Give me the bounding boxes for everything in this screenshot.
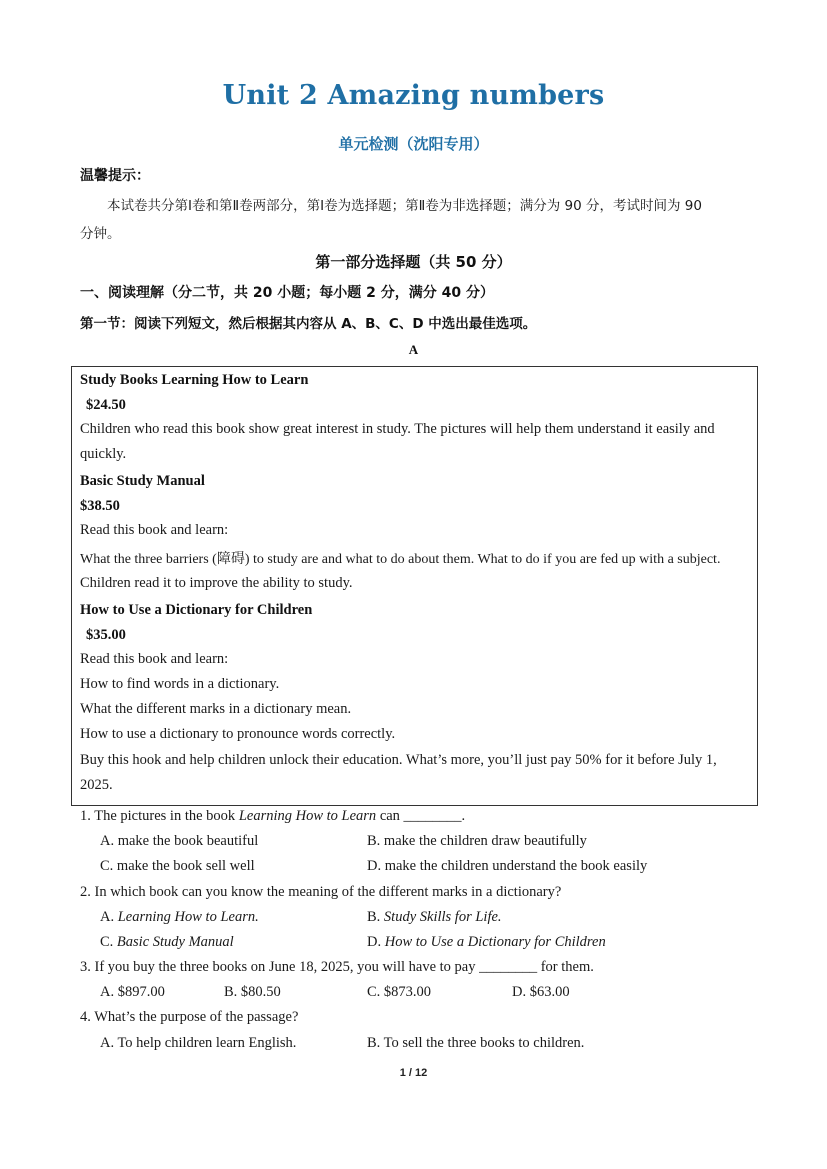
question-4: 4. What’s the purpose of the passage? <box>80 1009 299 1025</box>
book2-desc-3: Children read it to improve the ability to study. <box>80 575 353 591</box>
question-1-suffix: can ________. <box>376 808 466 824</box>
book3-title: How to Use a Dictionary for Children <box>80 602 313 618</box>
document-subtitle: 单元检测（沈阳专用） <box>338 135 489 153</box>
q1-option-a: A. make the book beautiful <box>100 833 259 849</box>
question-3: 3. If you buy the three books on June 18, 2025, you will have to pay ________ for them. <box>80 959 594 975</box>
q4-option-a: A. To help children learn English. <box>100 1035 297 1051</box>
passage-label: A <box>408 342 419 357</box>
question-1-prefix: 1. The pictures in the book <box>80 808 239 824</box>
book3-desc-2: How to find words in a dictionary. <box>80 676 280 692</box>
book2-title: Basic Study Manual <box>80 473 205 489</box>
book3-desc-3: What the different marks in a dictionary mean. <box>80 701 352 717</box>
q4-option-b: B. To sell the three books to children. <box>367 1035 585 1051</box>
q2-option-a-letter: A. <box>100 909 118 925</box>
q3-option-b: B. $80.50 <box>224 984 281 1000</box>
q2-option-b <box>367 909 502 926</box>
q1-option-d: D. make the children understand the book easily <box>367 858 648 874</box>
q2-option-a-text: Learning How to Learn. <box>117 909 259 925</box>
question-2: 2. In which book can you know the meaning of the different marks in a dictionary? <box>80 884 562 900</box>
book3-desc-6: 2025. <box>80 777 113 793</box>
tips-line-1: 本试卷共分第Ⅰ卷和第Ⅱ卷两部分，第Ⅰ卷为选择题；第Ⅱ卷为非选择题；满分为 90 分，考试时间为 90 <box>107 198 702 214</box>
q2-option-c <box>100 934 234 951</box>
book3-desc-4: How to use a dictionary to pronounce words correctly. <box>80 726 396 742</box>
book2-desc-1: Read this book and learn: <box>80 522 229 538</box>
book1-title: Study Books Learning How to Learn <box>80 372 309 388</box>
book1-price: $24.50 <box>86 397 126 413</box>
q3-option-a: A. $897.00 <box>100 984 165 1000</box>
q2-option-d-letter: D. <box>367 934 385 950</box>
q1-option-b: B. make the children draw beautifully <box>367 833 587 849</box>
tips-line-2: 分钟。 <box>80 226 121 242</box>
q2-option-b-letter: B. <box>367 909 384 925</box>
q2-option-a <box>100 909 259 926</box>
q3-option-c: C. $873.00 <box>367 984 432 1000</box>
q3-option-d: D. $63.00 <box>512 984 570 1000</box>
book2-desc-2: What the three barriers (障碍) to study are and what to do about them. What to do if you are fed up with a subject. <box>80 552 721 567</box>
document-title: Unit 2 Amazing numbers <box>222 80 605 111</box>
q2-option-b-text: Study Skills for Life. <box>383 909 502 925</box>
book1-desc-1: Children who read this book show great interest in study. The pictures will help them understand it easily and <box>80 421 715 437</box>
q2-option-c-letter: C. <box>100 934 117 950</box>
tips-label: 温馨提示： <box>80 168 150 184</box>
q2-option-d-text: How to Use a Dictionary for Children <box>384 934 606 950</box>
page-number: 1 / 12 <box>399 1067 428 1079</box>
q2-option-d <box>367 934 606 951</box>
q1-option-c: C. make the book sell well <box>100 858 255 874</box>
book3-desc-5: Buy this hook and help children unlock their education. What’s more, you’ll just pay 50% for it before July 1, <box>80 752 717 768</box>
book1-desc-2: quickly. <box>80 446 127 462</box>
part-one-heading: 第一部分选择题（共 50 分） <box>315 253 512 271</box>
question-1-book-title: Learning How to Learn <box>238 808 377 824</box>
book2-price: $38.50 <box>80 498 120 514</box>
book3-price: $35.00 <box>86 627 126 643</box>
section-reading-heading: 一、阅读理解（分二节，共 20 小题；每小题 2 分，满分 40 分） <box>80 285 494 301</box>
q2-option-c-text: Basic Study Manual <box>116 934 234 950</box>
subsection-instruction: 第一节：阅读下列短文，然后根据其内容从 A、B、C、D 中选出最佳选项。 <box>80 316 537 332</box>
book3-desc-1: Read this book and learn: <box>80 651 229 667</box>
question-1 <box>80 808 465 825</box>
